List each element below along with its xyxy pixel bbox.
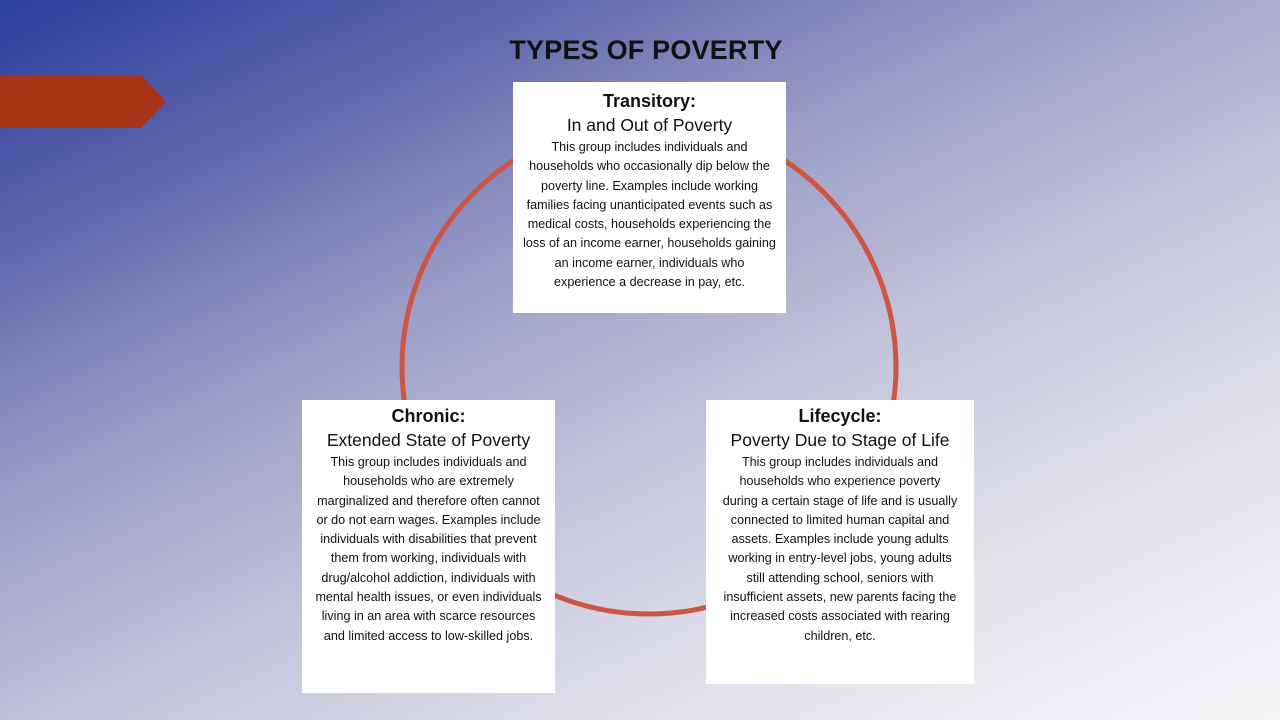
chronic-description: This group includes individuals and households who are extremely marginalized and therefore often cannot or do not earn wages. Examples include individuals with disabilities that prevent them from working, individuals with drug/alcohol addiction, individuals with mental health issues, or even individuals living in an area with scarce resources and limited access to low-skilled jobs. [315,455,542,643]
transitory-description: This group includes individuals and households who occasionally dip below the poverty line. Examples include working families facing unanticipated events such as medical costs, households experiencing the loss of an income earner, households gaining an income earner, individuals who experience a decrease in pay, etc. [523,140,776,290]
chronic-heading: Chronic: [391,406,466,426]
chronic-box [302,400,555,693]
lifecycle-heading: Lifecycle: [798,406,882,426]
transitory-subheading: In and Out of Poverty [566,115,733,135]
slide-title: TYPES OF POVERTY [509,35,783,65]
lifecycle-subheading: Poverty Due to Stage of Life [730,430,950,450]
lifecycle-box [706,400,974,684]
lifecycle-description: This group includes individuals and households who experience poverty during a certain stage of life and is usually connected to limited human capital and assets. Examples include young adults working in entry-level jobs, young adults still attending school, seniors with insufficient assets, new parents facing the increased costs associated with rearing children, etc. [722,455,958,643]
transitory-box [513,82,786,313]
transitory-heading: Transitory: [602,91,697,111]
chronic-subheading: Extended State of Poverty [326,430,531,450]
